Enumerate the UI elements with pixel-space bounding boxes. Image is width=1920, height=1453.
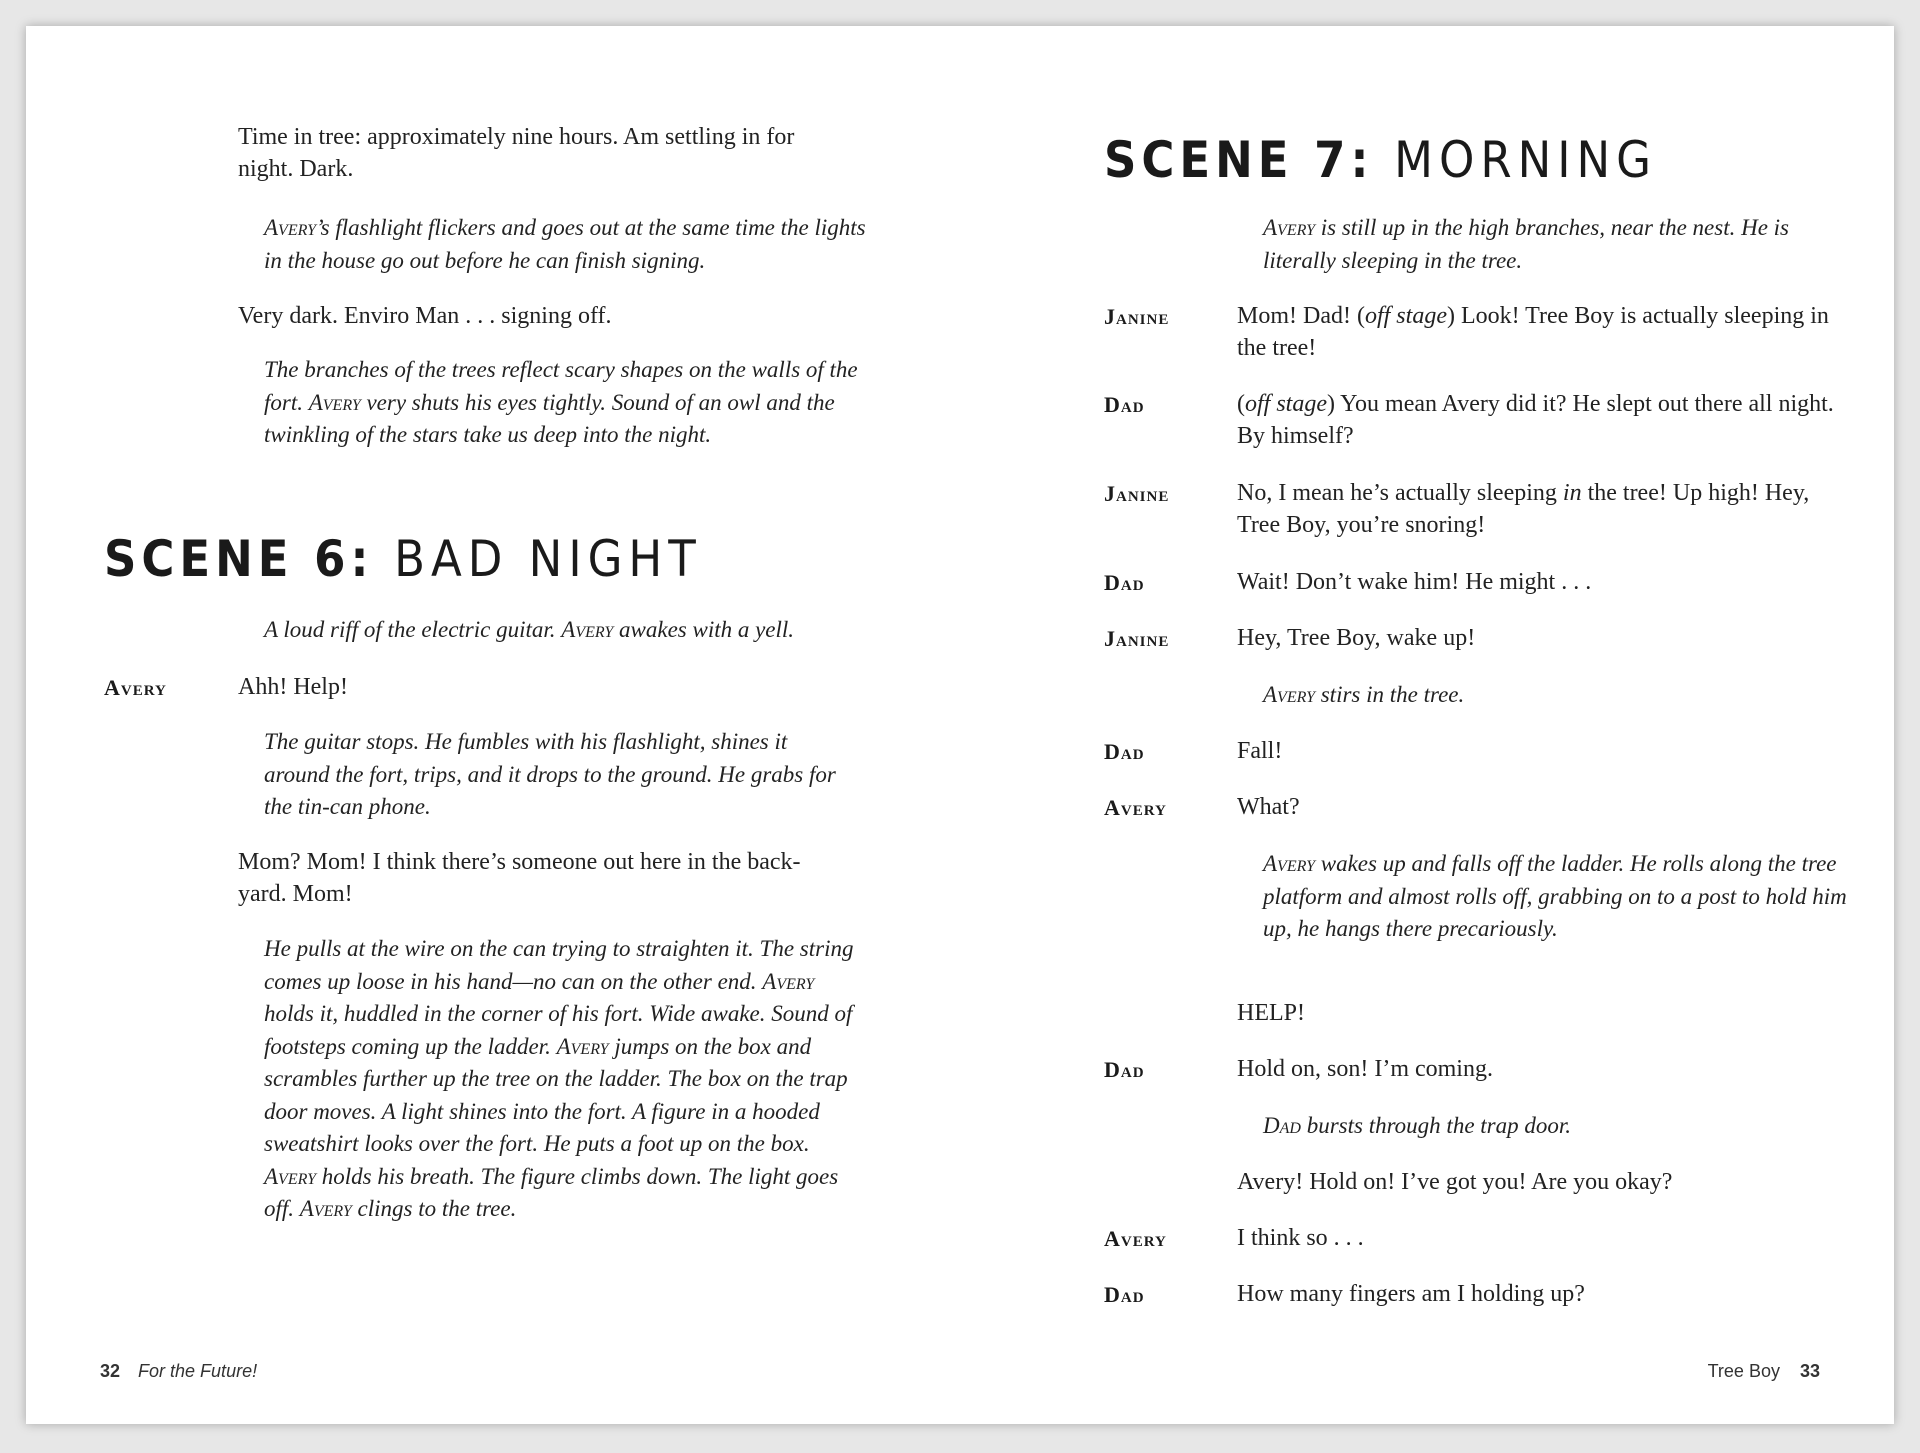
dialogue-text: HELP! (1237, 1000, 1305, 1026)
right-footer (1708, 1361, 1820, 1382)
stage-direction-text: holds it, huddled in the corner of his fort. Wide awake. Sound of footsteps coming up the ladder. (264, 1001, 853, 1059)
character-name: Avery (1263, 682, 1315, 707)
stage-direction-text: jumps on the box and scrambles further up the tree on the ladder. The box on the trap door moves. A light shines into the fort. A figure in a hooded sweatshirt looks over the fort. He puts a foot up on the box. (264, 1033, 848, 1156)
character-name: Avery (1263, 215, 1315, 240)
stage-direction-text: clings to the tree. (351, 1196, 517, 1221)
character-cue: Dad (1104, 1057, 1145, 1082)
character-cue: Janine (1104, 481, 1170, 506)
stage-direction: The guitar stops. He fumbles with his flashlight, shines it around the fort, trips, and it drops to the ground. He grabs for the tin-can phone. (264, 729, 836, 819)
stage-direction (1263, 1110, 1823, 1143)
character-cue: Dad (1104, 1282, 1145, 1307)
character-name: Avery (264, 1163, 316, 1189)
dialogue-text (1237, 477, 1817, 541)
dialogue-text: Fall! (1237, 738, 1283, 764)
dialogue-text (1237, 300, 1837, 364)
character-name: Avery (308, 389, 361, 415)
dialogue-part: ( (1237, 391, 1245, 417)
running-head: For the Future! (138, 1361, 258, 1381)
character-cue: Dad (1104, 570, 1145, 595)
stage-direction-text: very shuts his eyes tightly. Sound of an owl and the twinkling of the stars take us deep into the night. (264, 389, 835, 447)
character-cue: Dad (1104, 392, 1145, 417)
dialogue-part: ) Look! Tree Boy is actually sleeping in the tree! (1237, 303, 1829, 361)
stage-direction (1263, 679, 1823, 712)
stage-direction (1263, 848, 1853, 946)
dialogue-text: Ahh! Help! (238, 674, 348, 700)
stage-direction (264, 212, 874, 277)
stage-direction-text: He pulls at the wire on the can trying to straighten it. The string comes up loose in his hand—no can on the other end. (264, 936, 854, 994)
scene-number: SCENE 7: (1104, 131, 1374, 189)
dialogue-text: How many fingers am I holding up? (1237, 1281, 1585, 1307)
stage-direction-text: is still up in the high branches, near the nest. He is literally sleeping in the tree. (1263, 215, 1789, 273)
character-cue: Dad (1104, 739, 1145, 764)
running-head: Tree Boy (1707, 1361, 1780, 1381)
dialogue-text: What? (1237, 794, 1300, 820)
page-number: 33 (1799, 1361, 1820, 1381)
dialogue-text: Mom? Mom! I think there’s someone out here in the back-yard. Mom! (238, 849, 801, 907)
dialogue-part: ) You mean Avery did it? He slept out there all night. By himself? (1237, 391, 1834, 449)
dialogue-text: Very dark. Enviro Man . . . signing off. (238, 303, 612, 329)
character-cue: Avery (104, 675, 167, 700)
scene-title: MORNING (1394, 131, 1657, 189)
dialogue-part: the tree! Up high! Hey, Tree Boy, you’re snoring! (1237, 480, 1810, 538)
left-page (26, 26, 960, 1424)
scene-heading (1104, 132, 1657, 188)
character-name: Avery (1263, 851, 1315, 876)
dialogue-text: Wait! Don’t wake him! He might . . . (1237, 569, 1592, 595)
right-page (960, 26, 1894, 1424)
scene-number: SCENE 6: (104, 530, 374, 588)
character-cue: Avery (1104, 1226, 1167, 1251)
dialogue-part: off stage (1245, 391, 1327, 417)
character-name: Avery (556, 1033, 609, 1059)
stage-direction-text: holds his breath. The figure climbs down. The light goes off. (264, 1163, 839, 1221)
dialogue-part: in (1562, 480, 1582, 506)
character-name: Avery (561, 617, 614, 642)
dialogue-text: Hey, Tree Boy, wake up! (1237, 625, 1476, 651)
stage-direction-text: A loud riff of the electric guitar. (264, 617, 562, 642)
stage-direction-text: stirs in the tree. (1314, 682, 1465, 707)
dialogue-part: off stage (1364, 303, 1447, 329)
dialogue-text: Hold on, son! I’m coming. (1237, 1056, 1493, 1082)
character-name: Avery (762, 968, 815, 994)
stage-direction-text: ’s flashlight flickers and goes out at the same time the lights in the house go out before he can finish signing. (264, 215, 866, 273)
dialogue-text (1237, 388, 1847, 452)
stage-direction (264, 933, 864, 1226)
character-cue: Janine (1104, 304, 1170, 329)
page-number: 32 (100, 1361, 121, 1381)
dialogue-part: No, I mean he’s actually sleeping (1237, 480, 1563, 506)
dialogue-text: Time in tree: approximately nine hours. Am settling in for night. Dark. (238, 124, 795, 182)
character-cue: Avery (1104, 795, 1167, 820)
book-spread (26, 26, 1894, 1424)
scene-title: BAD NIGHT (394, 530, 702, 588)
character-name: Dad (1263, 1113, 1301, 1138)
stage-direction-text: The branches of the trees reflect scary shapes on the walls of the fort. (264, 357, 858, 415)
character-name: Avery (264, 215, 316, 240)
left-footer (100, 1361, 257, 1382)
stage-direction-text: awakes with a yell. (613, 617, 795, 642)
stage-direction (1263, 212, 1823, 277)
character-cue: Janine (1104, 626, 1170, 651)
dialogue-text: I think so . . . (1237, 1225, 1364, 1251)
stage-direction-text: bursts through the trap door. (1300, 1113, 1572, 1138)
dialogue-part: Mom! Dad! ( (1237, 303, 1365, 329)
character-name: Avery (299, 1196, 352, 1221)
stage-direction (264, 354, 884, 452)
scene-heading (104, 531, 702, 587)
dialogue-text: Avery! Hold on! I’ve got you! Are you okay? (1237, 1169, 1673, 1195)
stage-direction (264, 614, 884, 647)
stage-direction-text: wakes up and falls off the ladder. He rolls along the tree platform and almost rolls off, grabbing on to a post to hold him up, he hangs there precariously. (1263, 851, 1847, 941)
